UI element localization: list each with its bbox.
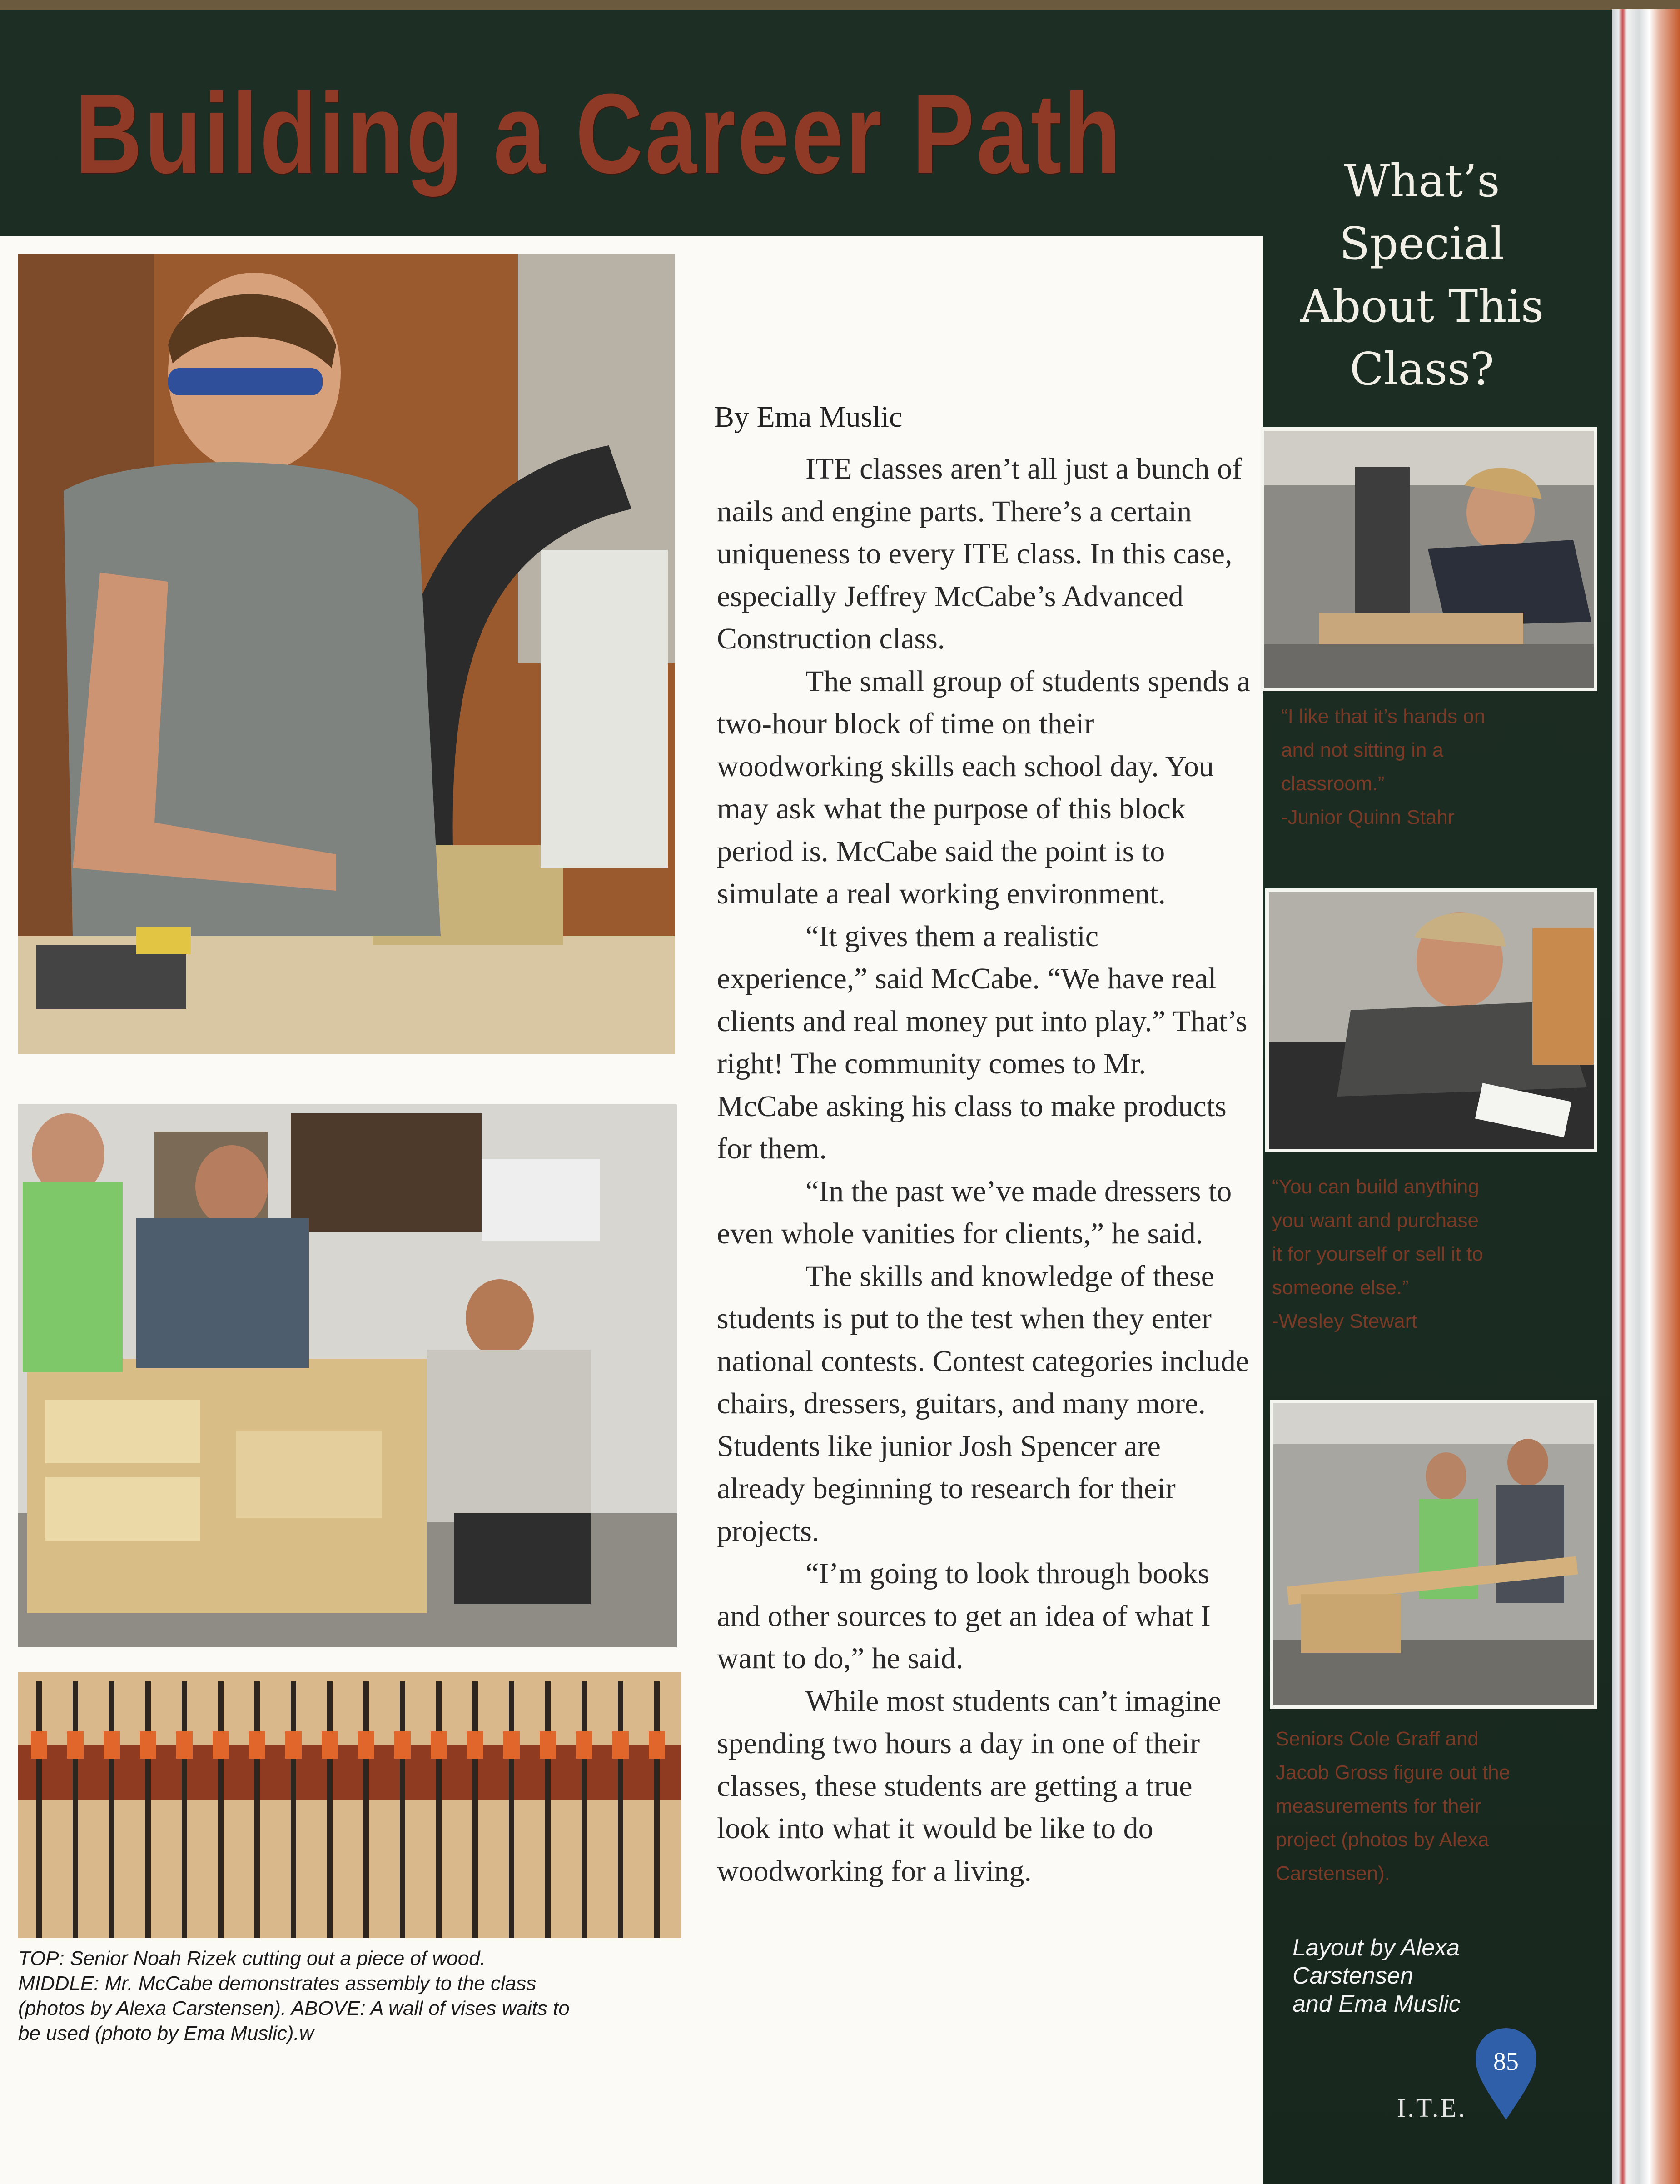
quote-line: project (photos by Alexa — [1276, 1829, 1489, 1851]
caption-line: MIDDLE: Mr. McCabe demonstrates assembly to the class — [18, 1972, 537, 1995]
sidebar-title-line: Class? — [1350, 344, 1494, 395]
sidebar-quote-1 — [1281, 700, 1517, 834]
article-paragraph: “In the past we’ve made dressers to even whole vanities for clients,” he said. — [717, 1174, 1232, 1250]
sidebar-photo-quinn — [1261, 427, 1597, 691]
sidebar-title-line: Special — [1339, 218, 1505, 270]
caption-line: be used (photo by Ema Muslic).w — [18, 2022, 314, 2044]
photo-assembly-demo — [18, 1104, 677, 1647]
article-paragraph: “It gives them a realistic experience,” said McCabe. “We have real clients and real money put into play.” That’s right! The community comes to Mr. McCabe asking his class to make products for them. — [717, 919, 1248, 1165]
quote-line: -Wesley Stewart — [1272, 1310, 1417, 1332]
sidebar-photo-caption — [1276, 1722, 1535, 1890]
article-paragraph: “I’m going to look through books and other sources to get an idea of what I want to do,” he said. — [717, 1557, 1211, 1675]
quote-line: it for yourself or sell it to — [1272, 1243, 1483, 1265]
credit-line: Layout by Alexa — [1292, 1935, 1460, 1961]
credit-line: and Ema Muslic — [1292, 1991, 1461, 2017]
sidebar-photo-measuring — [1270, 1400, 1597, 1709]
quote-line: Seniors Cole Graff and — [1276, 1728, 1479, 1750]
section-label: I.T.E. — [1397, 2093, 1467, 2123]
article-paragraph: The skills and knowledge of these students is put to the test when they enter national contests. Contest categories include chairs, dressers, guitars, and many more. Students like junior Josh Spencer are already beginning to research for their projects. — [717, 1259, 1249, 1548]
quote-line: “You can build anything — [1272, 1176, 1479, 1198]
binding-edge — [1612, 9, 1680, 2184]
article-paragraph: ITE classes aren’t all just a bunch of nails and engine parts. There’s a certain uniqueness to every ITE class. In this case, especially Jeffrey McCabe’s Advanced Construction class. — [717, 452, 1242, 655]
page-title: Building a Career Path — [75, 70, 1123, 197]
credit-line: Carstensen — [1292, 1963, 1413, 1989]
photo-caption — [18, 1946, 691, 2046]
caption-line: TOP: Senior Noah Rizek cutting out a piece of wood. — [18, 1947, 486, 1970]
caption-line: (photos by Alexa Carstensen). ABOVE: A wall of vises waits to — [18, 1997, 570, 2019]
photo-student-cnc — [18, 254, 675, 1054]
sidebar-title — [1272, 150, 1572, 401]
quote-line: and not sitting in a — [1281, 739, 1444, 761]
quote-line: classroom.” — [1281, 773, 1385, 795]
sidebar-title-line: What’s — [1344, 155, 1500, 207]
article-byline: By Ema Muslic — [714, 400, 903, 434]
quote-line: -Junior Quinn Stahr — [1281, 806, 1455, 828]
photo-wall-of-vises — [18, 1672, 681, 1938]
sidebar-photo-wesley — [1265, 888, 1597, 1152]
page-top-edge — [0, 0, 1680, 10]
layout-credit — [1292, 1934, 1529, 2018]
quote-line: someone else.” — [1272, 1276, 1409, 1299]
article-paragraph: The small group of students spends a two-hour block of time on their woodworking skills each school day. You may ask what the purpose of this block period is. McCabe said the point is to simulate a real working environment. — [717, 664, 1250, 910]
sidebar-title-line: About This — [1300, 281, 1544, 333]
quote-line: you want and purchase — [1272, 1209, 1479, 1232]
article-body — [717, 448, 1253, 1892]
quote-line: Jacob Gross figure out the — [1276, 1761, 1511, 1784]
sidebar-quote-2 — [1272, 1170, 1526, 1338]
page-number: 85 — [1493, 2048, 1519, 2076]
quote-line: measurements for their — [1276, 1795, 1481, 1817]
article-paragraph: While most students can’t imagine spending two hours a day in one of their classes, these students are getting a true look into what it would be like to do woodworking for a living. — [717, 1684, 1222, 1888]
quote-line: “I like that it’s hands on — [1281, 705, 1486, 728]
quote-line: Carstensen). — [1276, 1862, 1390, 1885]
